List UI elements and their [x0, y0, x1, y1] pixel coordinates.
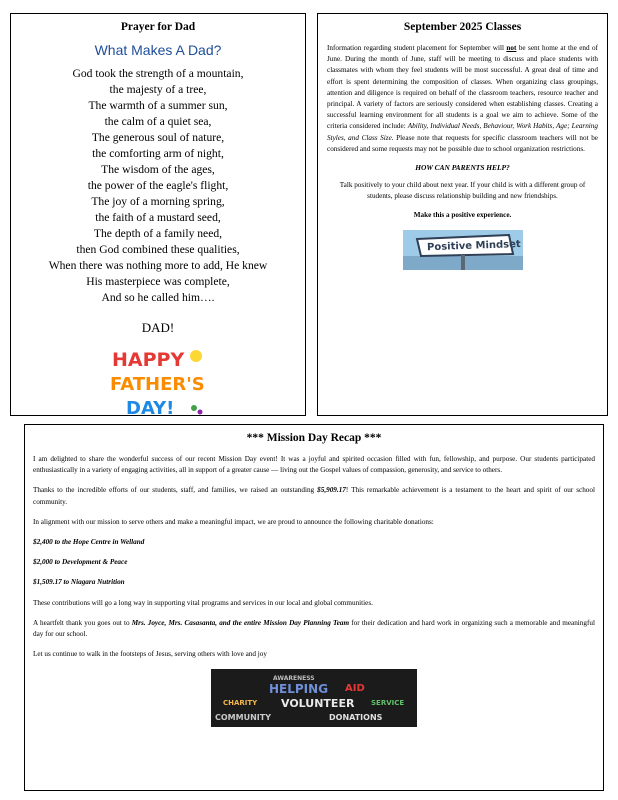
art-line2: FATHER'S [110, 374, 205, 395]
poem-line: And so he called him…. [101, 291, 215, 304]
mission-paragraph [33, 618, 595, 640]
poem-line: the faith of a mustard seed, [95, 211, 221, 224]
cloud-word: COMMUNITY [215, 713, 272, 723]
donation-item: $1,509.17 to Niagara Nutrition [33, 578, 125, 587]
poem-line: The warmth of a summer sun, [88, 99, 228, 112]
classes-text: Please note that requests for specific classroom teachers will not be considered and some requests may not be possible due to school organization restrictions. [327, 133, 598, 153]
cloud-word: CHARITY [223, 699, 258, 708]
flower-icon [198, 410, 203, 415]
art-line1: HAPPY [112, 349, 185, 371]
poem-line: The generous soul of nature, [91, 131, 225, 144]
help-heading: HOW CAN PARENTS HELP? [415, 163, 510, 173]
poem-line: the calm of a quiet sea, [104, 115, 212, 128]
poem-line: the power of the eagle's flight, [87, 179, 229, 192]
help-text: Talk positively to your child about next year. If your child is with a different group of students, please discuss relationship building and new friendships. [339, 181, 586, 201]
donation-item: $2,000 to Development & Peace [33, 558, 128, 567]
mission-title: *** Mission Day Recap *** [246, 432, 382, 444]
poem-line: the comforting arm of night, [92, 147, 224, 160]
mission-paragraph: In alignment with our mission to serve others and make a meaningful impact, we are proud to announce the following charitable donations: [33, 517, 434, 526]
cloud-word: DONATIONS [329, 713, 383, 723]
mission-body [25, 454, 603, 660]
mission-text: ! This remarkable achievement is a testament to the heart and spirit of our school community. [33, 486, 595, 506]
criteria-list: Ability, Individual Needs, Behaviour, Work Habits, Age; Learning Styles, and Class Size. [327, 122, 598, 142]
cloud-word: AWARENESS [273, 675, 315, 683]
donation-item: $2,400 to the Hope Centre in Welland [33, 538, 145, 547]
classes-body [318, 43, 607, 155]
cloud-word: VOLUNTEER [281, 697, 355, 711]
prayer-heading: What Makes A Dad? [94, 42, 222, 58]
classes-panel [317, 13, 608, 416]
poem-line: The joy of a morning spring, [91, 195, 225, 208]
positive-mindset-banner [403, 230, 523, 270]
poem-line: The wisdom of the ages, [101, 163, 215, 176]
word-cloud-image [211, 669, 417, 727]
cloud-word: HELPING [269, 682, 329, 697]
poem-line: the majesty of a tree, [109, 83, 207, 96]
poem [11, 66, 305, 306]
mission-panel [24, 424, 604, 791]
mission-paragraph: Let us continue to walk in the footsteps of Jesus, serving others with love and joy [33, 650, 267, 659]
cloud-word: AID [345, 683, 365, 695]
classes-closing: Make this a positive experience. [413, 211, 512, 220]
mission-text: Thanks to the incredible efforts of our students, staff, and families, we raised an outstanding [33, 486, 318, 495]
poem-line: then God combined these qualities, [76, 243, 240, 256]
thanked-names: Mrs. Joyce, Mrs. Casasanta, and the entire Mission Day Planning Team [131, 618, 350, 627]
classes-text: be sent home at the end of June. During the month of June, staff will be meeting to discuss and place students with classmates with whom they feel students will be most successful. A great deal of time and effort is spent determining the composition of classes. When organizing class groupings, attention and diligence is required on behalf of the classroom teachers, resource teacher and principal. A variety of factors are seriously considered when establishing classes. Creating a successful learning environment for all students is a goal we aim to achieve. Some of the criteria considered include: [327, 44, 598, 131]
mission-paragraph: I am delighted to share the wonderful success of our recent Mission Day event! It was a joyful and spirited occasion filled with fun, fellowship, and purpose. Our students participated enthusiastically in a variety of engaging activities, all in support of a greater cause — living out the Gospel values of compassion, generosity, and service to others. [33, 455, 595, 475]
classes-text: Information regarding student placement for September will [327, 44, 507, 52]
raised-amount: $5,909.17 [317, 486, 346, 495]
poem-line: The depth of a family need, [93, 227, 223, 240]
poem-line: When there was nothing more to add, He knew [48, 259, 268, 272]
classes-title: September 2025 Classes [403, 21, 522, 33]
not-emphasis: not [506, 44, 517, 52]
prayer-title: Prayer for Dad [120, 21, 196, 33]
poem-closing: DAD! [141, 320, 175, 335]
banner-text: Positive Mindset [426, 238, 521, 253]
poem-line: God took the strength of a mountain, [72, 67, 244, 80]
mission-text: A heartfelt thank you goes out to [33, 618, 132, 627]
art-line3: DAY! [126, 398, 175, 419]
mission-text: for their dedication and hard work in organizing such a memorable and meaningful day for our school. [33, 618, 595, 639]
sun-icon [190, 350, 202, 362]
poem-line: His masterpiece was complete, [86, 275, 230, 288]
mission-paragraph [33, 485, 595, 507]
prayer-panel [10, 13, 306, 419]
flower-icon [191, 405, 197, 411]
happy-fathers-day-art [108, 344, 208, 422]
mission-paragraph: These contributions will go a long way in supporting vital programs and services in our local and global communities. [33, 598, 373, 607]
cloud-word: SERVICE [371, 699, 405, 708]
